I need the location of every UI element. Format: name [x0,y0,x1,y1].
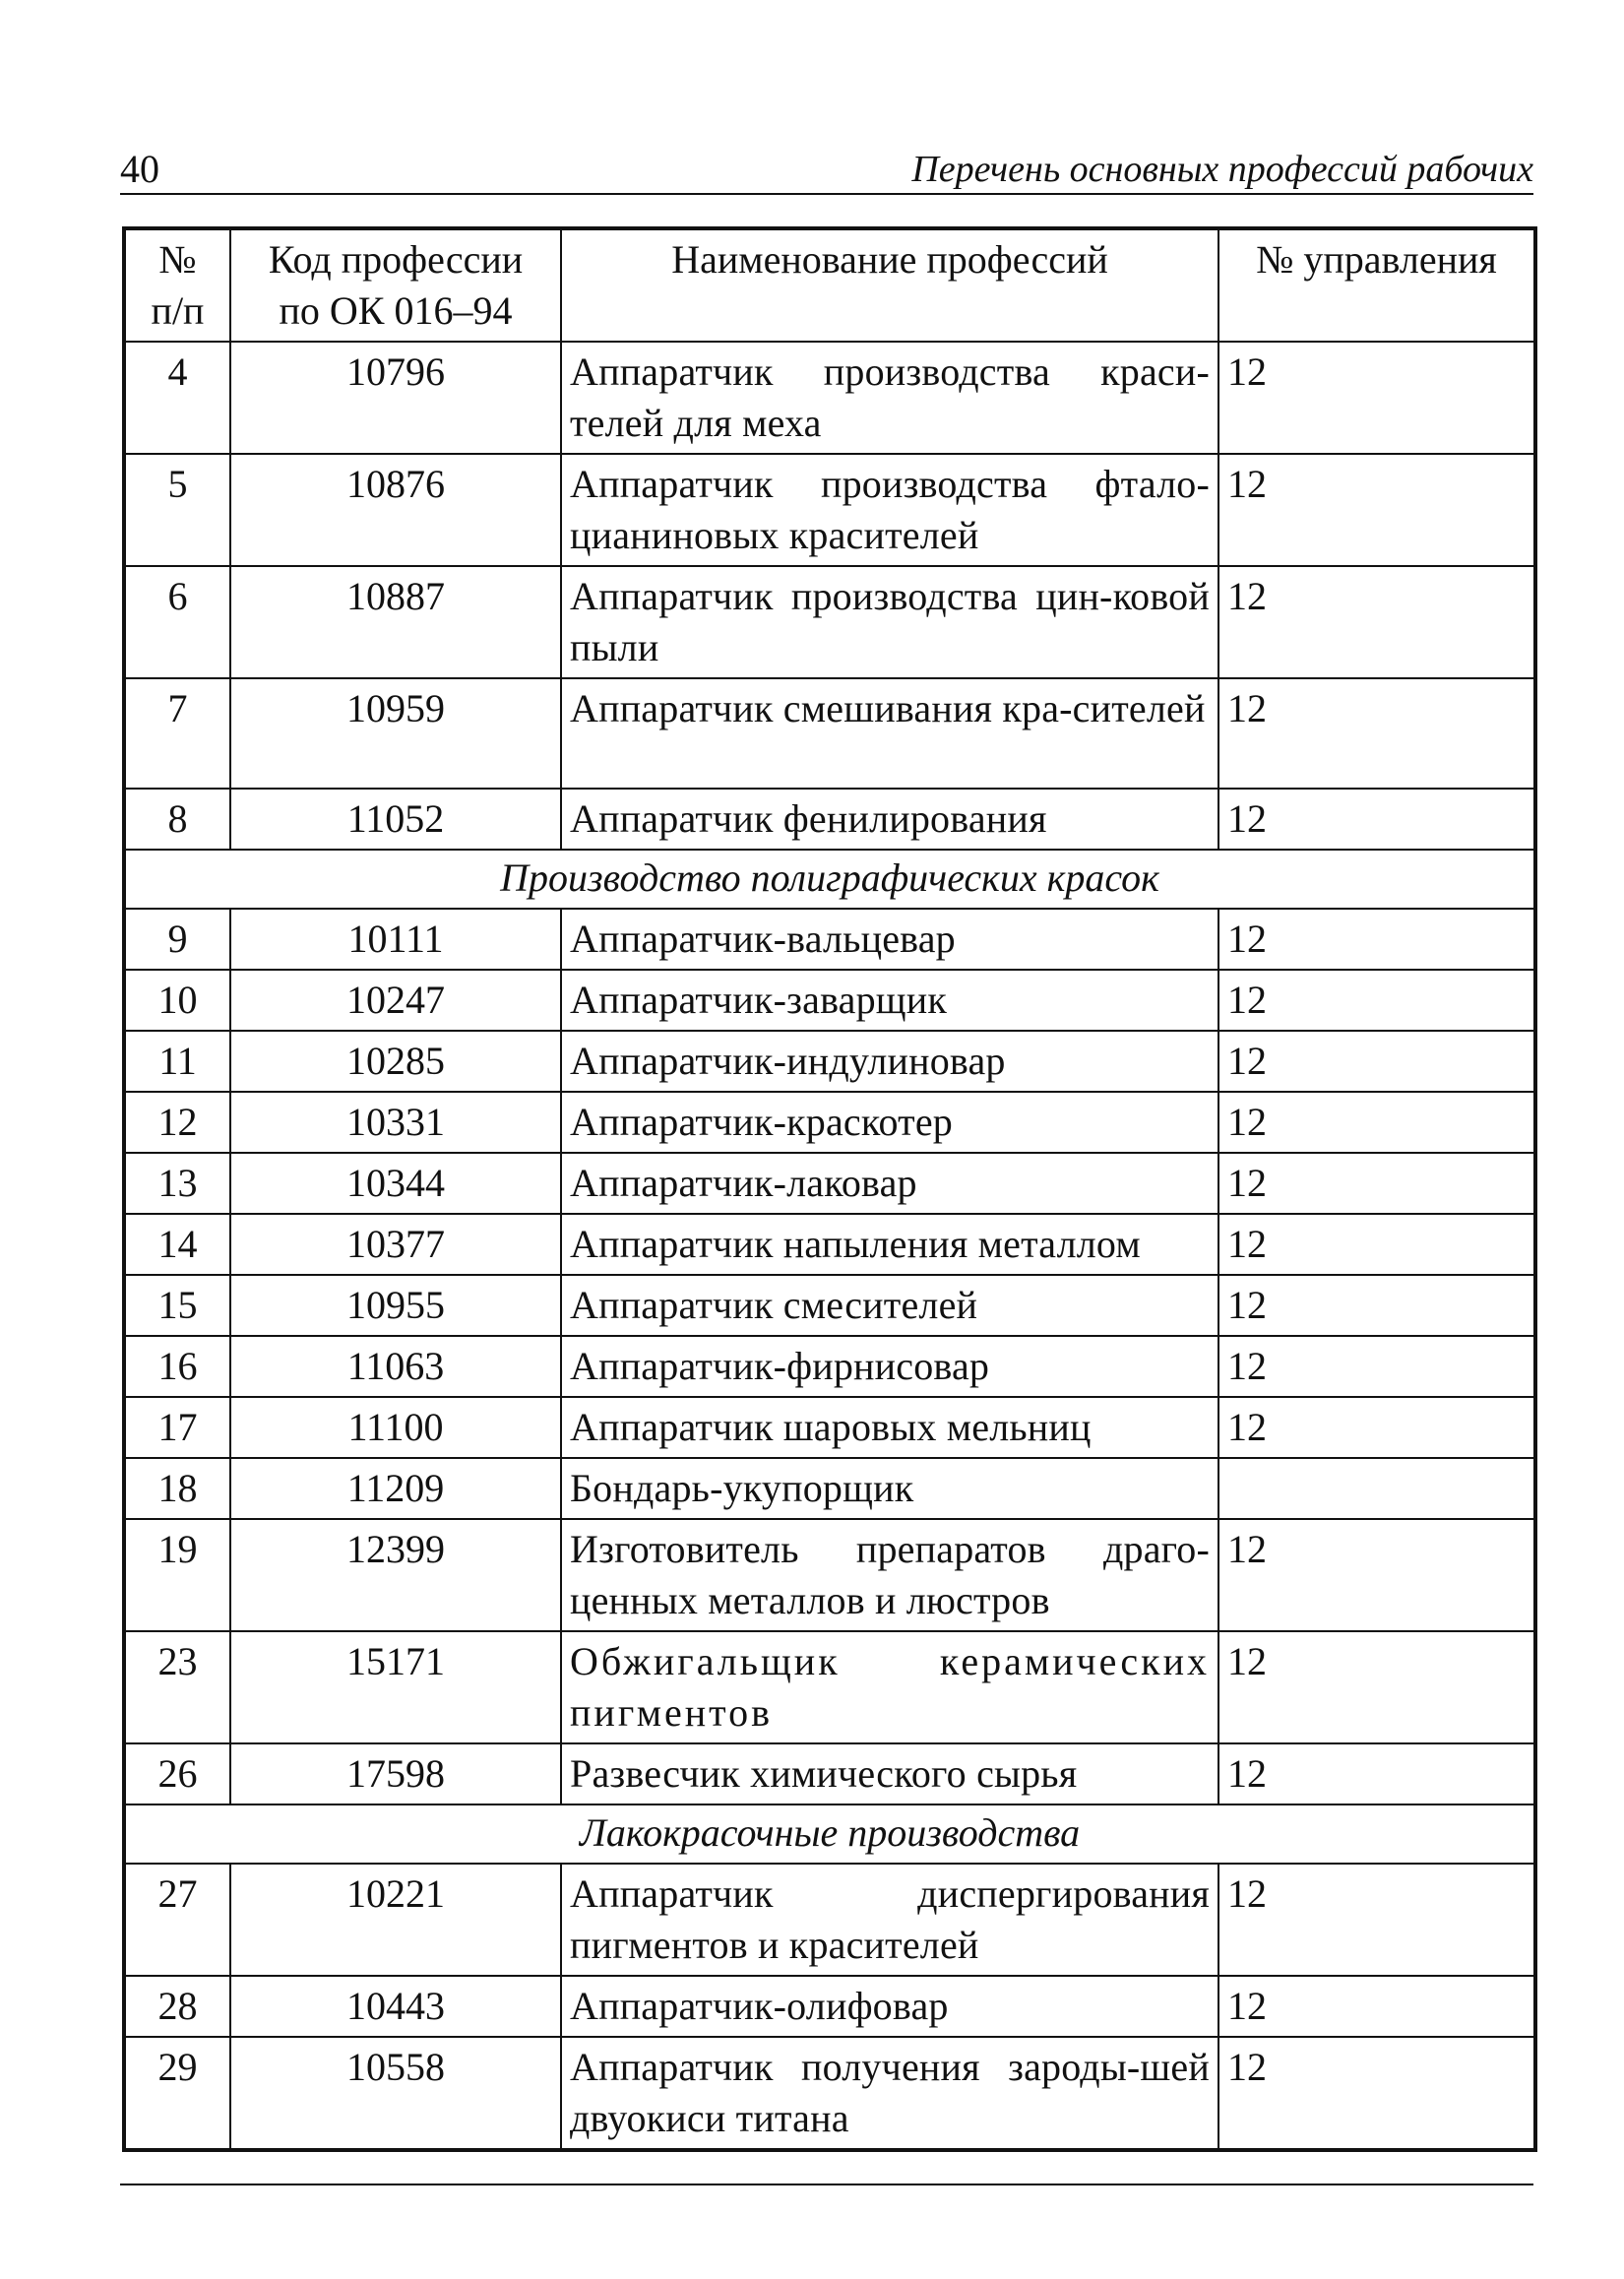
profession-code: 10887 [230,566,561,678]
department-number: 12 [1218,1214,1535,1275]
profession-name: Аппаратчик-олифовар [561,1976,1218,2037]
section-heading-paint-production: Лакокрасочные производства [124,1804,1535,1864]
row-number: 8 [124,789,230,850]
table-row [124,1153,1535,1214]
profession-name: Аппаратчик-фирнисовар [561,1336,1218,1397]
row-number: 4 [124,342,230,454]
department-number: 12 [1218,1397,1535,1458]
page-number: 40 [120,147,159,191]
table-row [124,678,1535,789]
profession-name: Аппаратчик-краскотер [561,1092,1218,1153]
profession-name: Аппаратчик смешивания кра-сителей [561,678,1218,789]
row-number: 6 [124,566,230,678]
profession-code: 10959 [230,678,561,789]
table-row [124,1976,1535,2037]
column-header-department: № управления [1218,228,1535,342]
profession-name: Развесчик химического сырья [561,1743,1218,1804]
row-number: 9 [124,909,230,970]
row-number: 14 [124,1214,230,1275]
table-row [124,1519,1535,1631]
row-number: 23 [124,1631,230,1743]
running-title: Перечень основных профессий рабочих [911,149,1533,190]
professions-table [122,226,1537,2152]
row-number: 27 [124,1864,230,1976]
header-rule [120,193,1533,195]
table-row [124,909,1535,970]
section-heading-row [124,850,1535,909]
row-number: 28 [124,1976,230,2037]
table-row [124,1397,1535,1458]
table-row [124,1092,1535,1153]
footer-rule [120,2184,1533,2185]
profession-code: 10344 [230,1153,561,1214]
profession-name: Аппаратчик шаровых мельниц [561,1397,1218,1458]
profession-name: Изготовитель препаратов драго-ценных металлов и люстров [561,1519,1218,1631]
table-row [124,1864,1535,1976]
page-header [120,146,1533,193]
profession-name: Обжигальщик керамических пигментов [561,1631,1218,1743]
table-row [124,970,1535,1031]
department-number: 12 [1218,970,1535,1031]
profession-name: Аппаратчик производства цин-ковой пыли [561,566,1218,678]
profession-code: 15171 [230,1631,561,1743]
row-number: 13 [124,1153,230,1214]
table-row [124,1458,1535,1519]
department-number: 12 [1218,678,1535,789]
profession-name: Аппаратчик-вальцевар [561,909,1218,970]
column-header-code-line1: Код профессии [268,237,524,282]
profession-name: Аппаратчик производства краси-телей для меха [561,342,1218,454]
section-heading-printing-inks: Производство полиграфических красок [124,850,1535,909]
column-header-number-line1: № [158,237,197,282]
profession-code: 17598 [230,1743,561,1804]
row-number: 16 [124,1336,230,1397]
department-number: 12 [1218,342,1535,454]
profession-code: 10221 [230,1864,561,1976]
profession-name: Аппаратчик-лаковар [561,1153,1218,1214]
profession-code: 11209 [230,1458,561,1519]
profession-code: 11100 [230,1397,561,1458]
department-number: 12 [1218,1519,1535,1631]
table-header-row [124,228,1535,342]
row-number: 7 [124,678,230,789]
profession-code: 10955 [230,1275,561,1336]
row-number: 18 [124,1458,230,1519]
profession-name: Аппаратчик-заварщик [561,970,1218,1031]
profession-name: Аппаратчик фенилирования [561,789,1218,850]
department-number: 12 [1218,1864,1535,1976]
profession-code: 10558 [230,2037,561,2150]
table-row [124,454,1535,566]
department-number: 12 [1218,789,1535,850]
profession-code: 10876 [230,454,561,566]
department-number [1218,1458,1535,1519]
table-row [124,1275,1535,1336]
department-number: 12 [1218,1153,1535,1214]
profession-code: 12399 [230,1519,561,1631]
table-row [124,2037,1535,2150]
profession-code: 10111 [230,909,561,970]
department-number: 12 [1218,1743,1535,1804]
column-header-number-line2: п/п [151,288,205,333]
profession-code: 10285 [230,1031,561,1092]
department-number: 12 [1218,2037,1535,2150]
table-row [124,566,1535,678]
department-number: 12 [1218,1631,1535,1743]
profession-name: Аппаратчик напыления металлом [561,1214,1218,1275]
table-row [124,1031,1535,1092]
table-row [124,342,1535,454]
department-number: 12 [1218,1031,1535,1092]
row-number: 5 [124,454,230,566]
column-header-name: Наименование профессий [561,228,1218,342]
profession-code: 10443 [230,1976,561,2037]
profession-name: Аппаратчик-индулиновар [561,1031,1218,1092]
row-number: 12 [124,1092,230,1153]
profession-name: Аппаратчик смесителей [561,1275,1218,1336]
row-number: 29 [124,2037,230,2150]
profession-name: Бондарь-укупорщик [561,1458,1218,1519]
table-row [124,789,1535,850]
department-number: 12 [1218,1976,1535,2037]
department-number: 12 [1218,1336,1535,1397]
department-number: 12 [1218,566,1535,678]
profession-name: Аппаратчик получения зароды-шей двуокиси титана [561,2037,1218,2150]
row-number: 17 [124,1397,230,1458]
department-number: 12 [1218,909,1535,970]
profession-name: Аппаратчик диспергирования пигментов и красителей [561,1864,1218,1976]
profession-name: Аппаратчик производства фтало-цианиновых красителей [561,454,1218,566]
row-number: 15 [124,1275,230,1336]
row-number: 11 [124,1031,230,1092]
profession-code: 10331 [230,1092,561,1153]
profession-code: 11063 [230,1336,561,1397]
profession-code: 10247 [230,970,561,1031]
department-number: 12 [1218,1275,1535,1336]
row-number: 10 [124,970,230,1031]
row-number: 19 [124,1519,230,1631]
department-number: 12 [1218,1092,1535,1153]
table-row [124,1214,1535,1275]
table-row [124,1336,1535,1397]
profession-code: 11052 [230,789,561,850]
column-header-code [230,228,561,342]
column-header-number [124,228,230,342]
profession-code: 10796 [230,342,561,454]
department-number: 12 [1218,454,1535,566]
section-heading-row [124,1804,1535,1864]
table-row [124,1743,1535,1804]
table-row [124,1631,1535,1743]
column-header-code-line2: по ОК 016–94 [279,288,513,333]
row-number: 26 [124,1743,230,1804]
profession-code: 10377 [230,1214,561,1275]
